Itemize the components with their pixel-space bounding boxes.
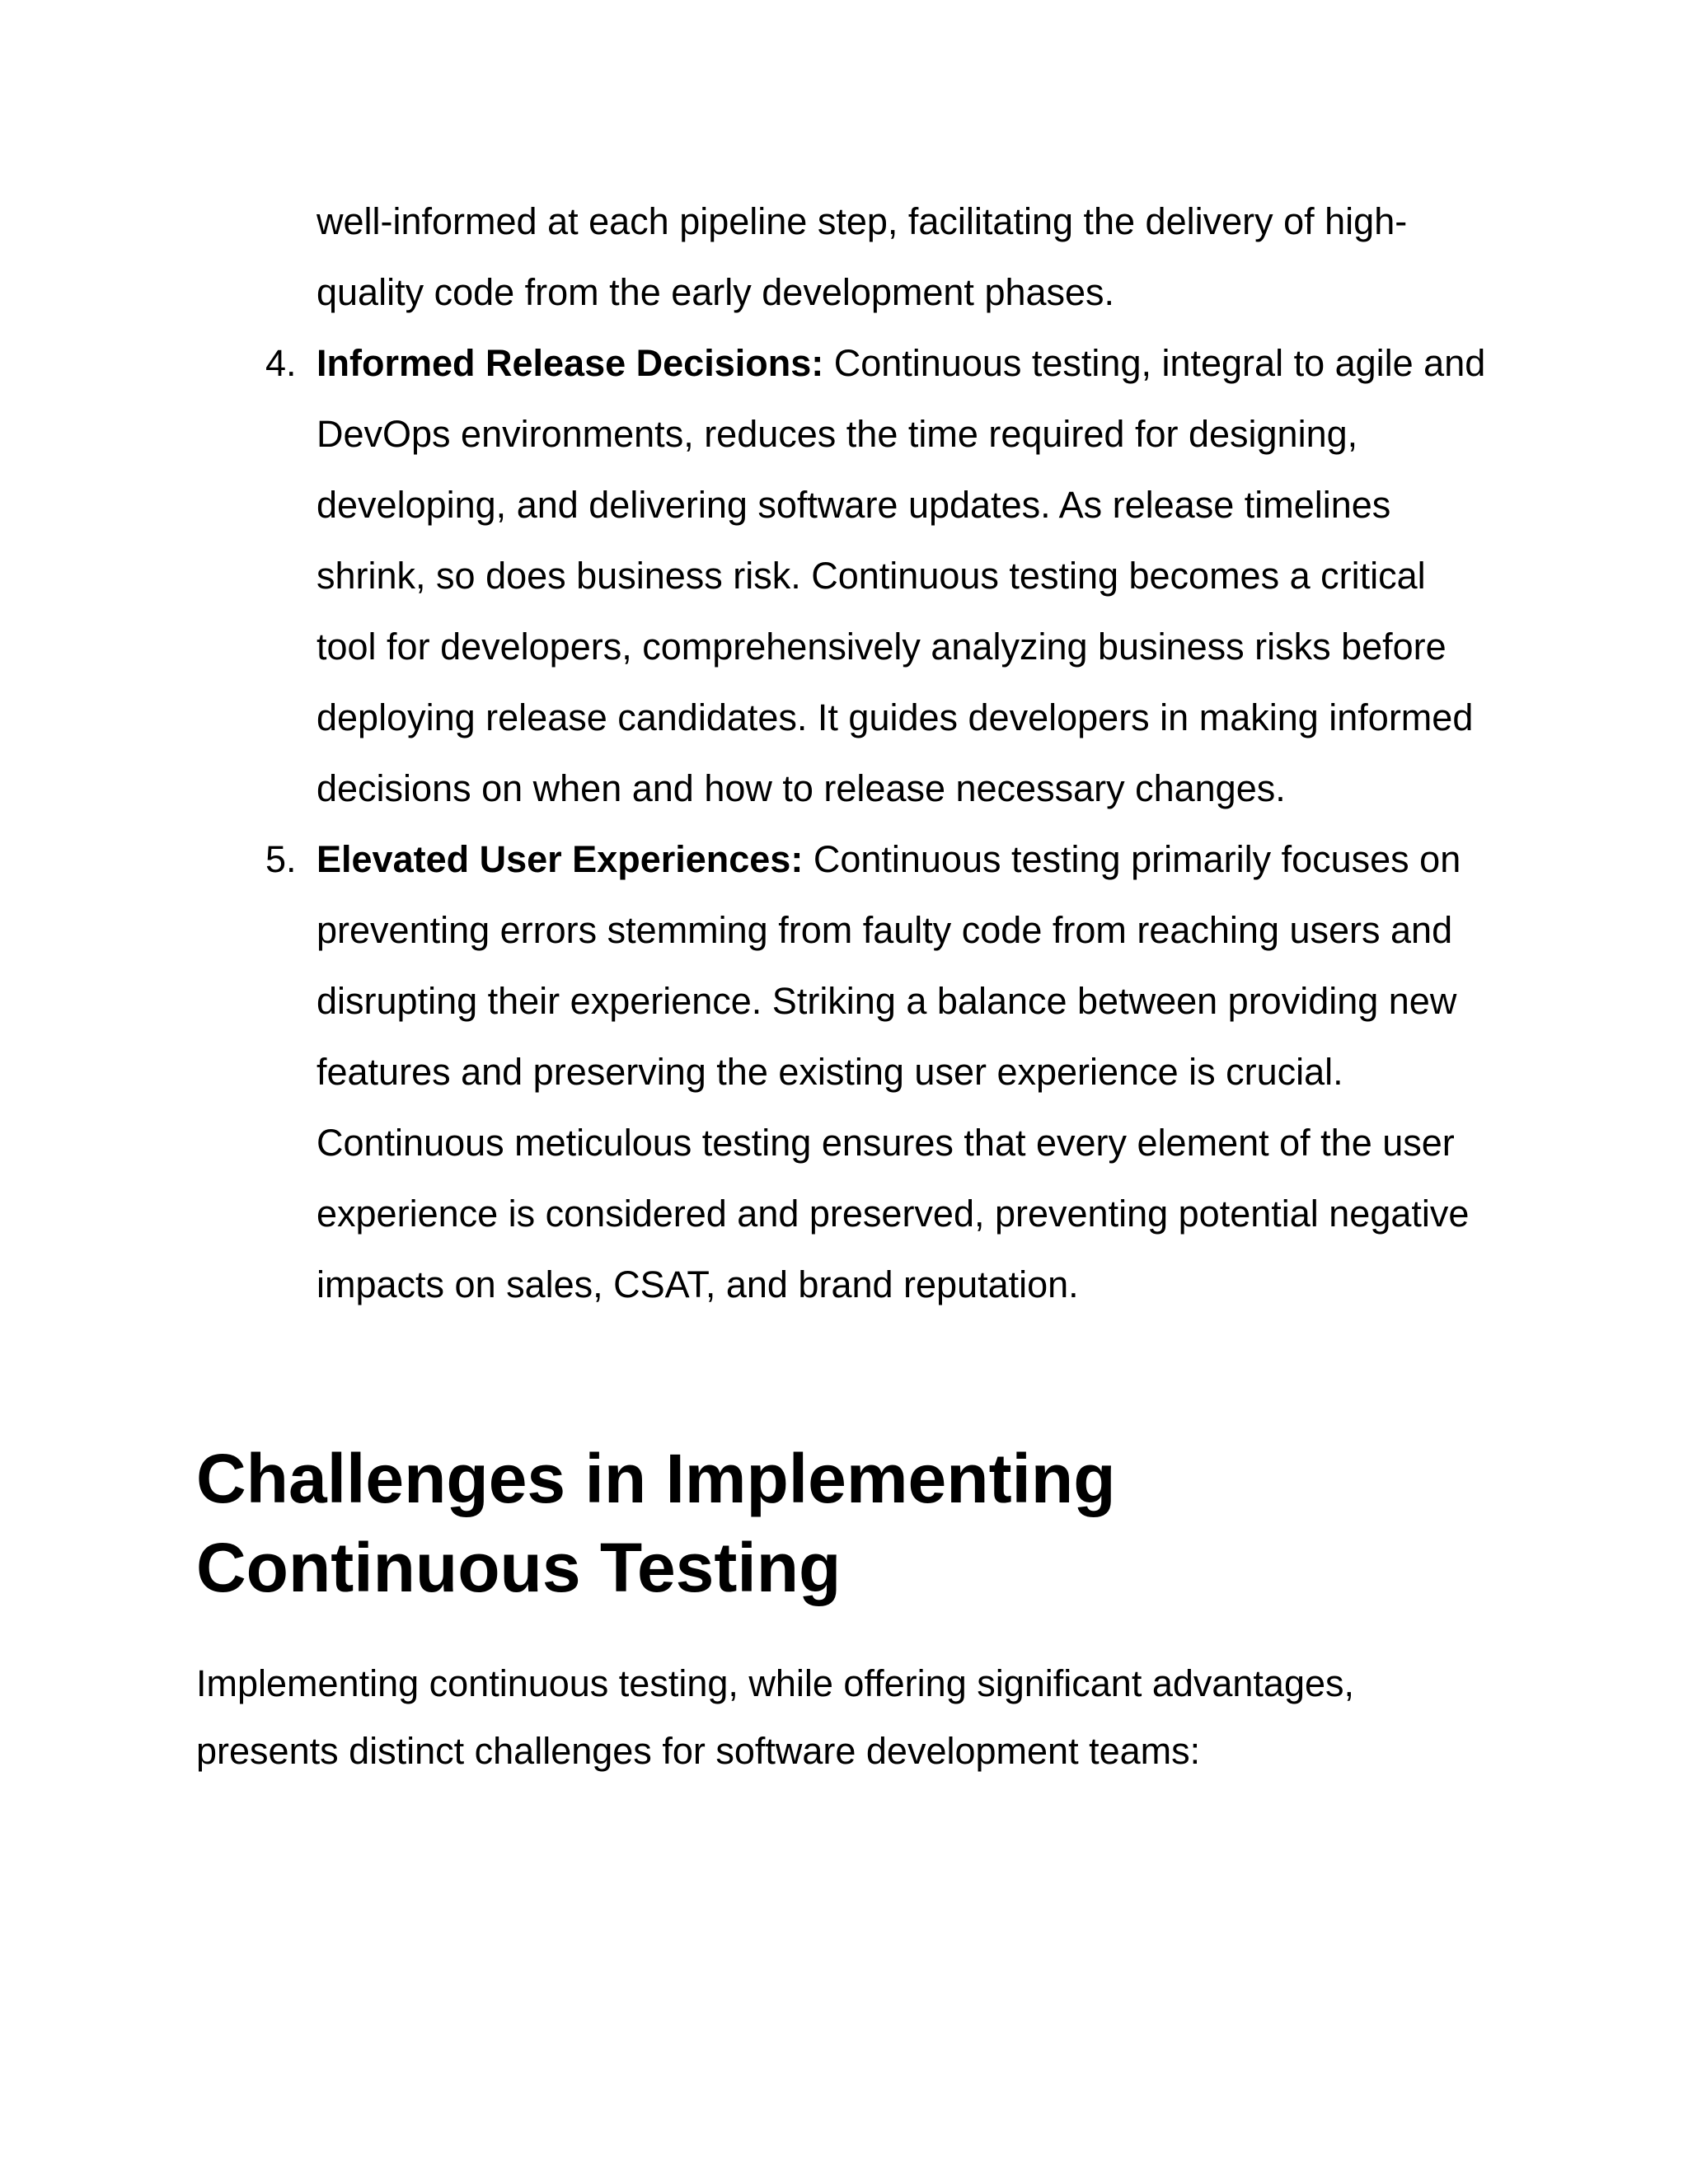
section-heading: Challenges in Implementing Continuous Testing <box>196 1440 1116 1606</box>
list-item <box>0 328 1487 824</box>
list-item-number: 4. <box>265 342 297 384</box>
benefits-list <box>0 328 1688 1320</box>
list-item-text: Continuous testing, integral to agile and DevOps environments, reduces the time required for designing, developing, and delivering software updates. As release timelines shrink, so does business risk. Continuous testing becomes a critical tool for developers, comprehensively analyzing business risks before deploying release candidates. It guides developers in making informed decisions on when and how to release necessary changes. <box>316 342 1486 809</box>
list-item-term: Informed Release Decisions: <box>316 342 824 384</box>
list-item-text: Continuous testing primarily focuses on preventing errors stemming from faulty code from reaching users and disrupting their experience. Striking a balance between providing new features and preserving the existing user experience is crucial. Continuous meticulous testing ensures that every element of the user experience is considered and preserved, preventing potential negative impacts on sales, CSAT, and brand reputation. <box>316 838 1470 1305</box>
list-item <box>0 824 1487 1320</box>
list-item-term: Elevated User Experiences: <box>316 838 804 880</box>
continuation-paragraph: well-informed at each pipeline step, facilitating the delivery of high-quality code from the early development phases. <box>316 200 1408 313</box>
section-intro-paragraph: Implementing continuous testing, while offering significant advantages, presents distinct challenges for software development teams: <box>196 1662 1355 1772</box>
list-item-number: 5. <box>265 838 297 880</box>
